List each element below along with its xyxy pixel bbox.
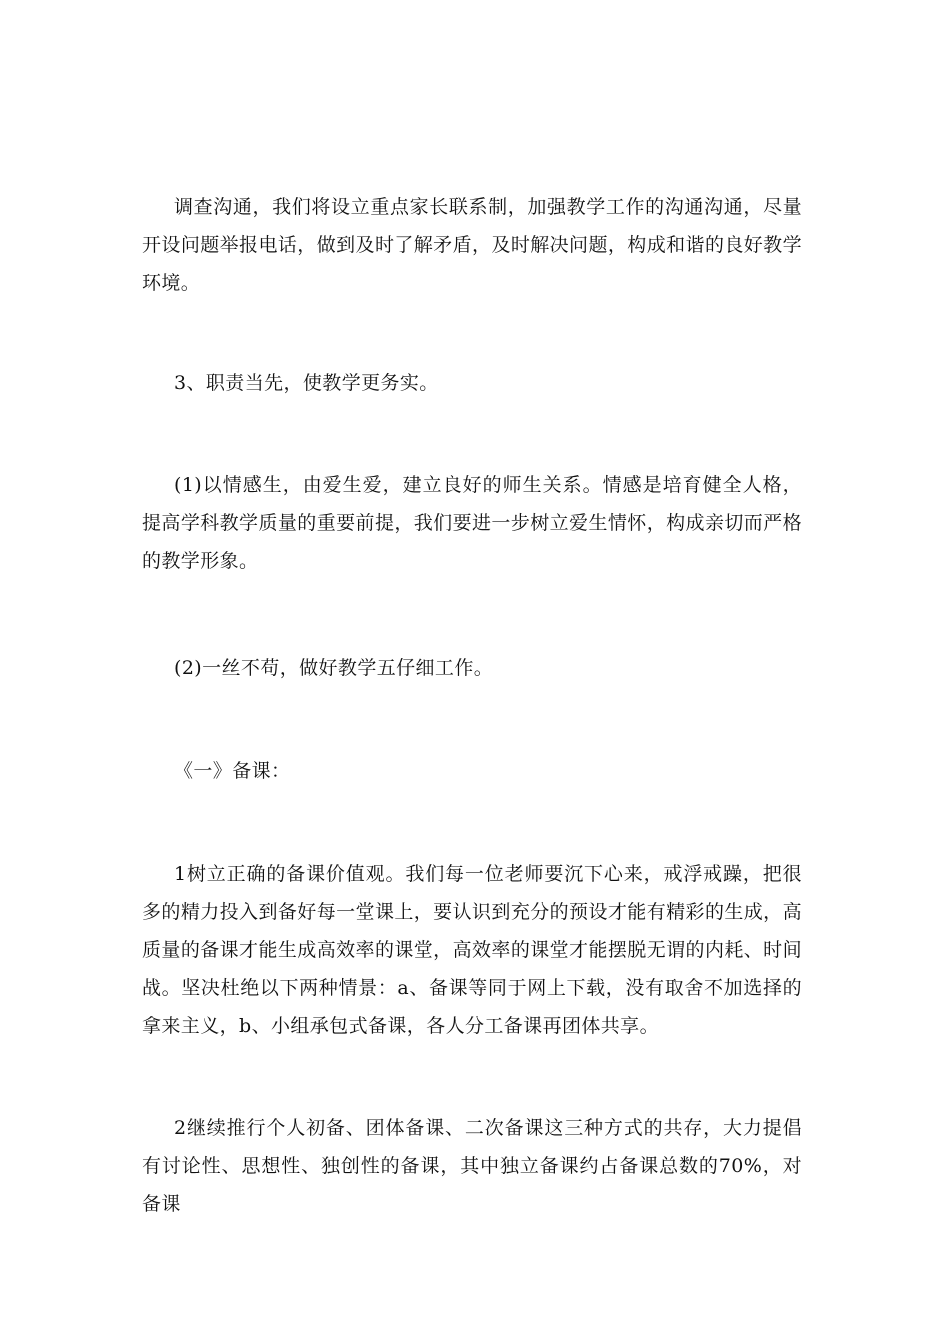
paragraph-section-3-heading: 3、职责当先，使教学更务实。 bbox=[174, 372, 439, 394]
paragraph-item-2-heading: (2)一丝不苟，做好教学五仔细工作。 bbox=[174, 657, 494, 679]
paragraph-parent-communication: 调查沟通，我们将设立重点家长联系制，加强教学工作的沟通沟通，尽量开设问题举报电话，做到及时了解矛盾，及时解决问题，构成和谐的良好教学环境。 bbox=[142, 196, 802, 294]
paragraph-item-1-emotion: (1)以情感生，由爱生爱，建立良好的师生关系。情感是培育健全人格，提高学科教学质量的重要前提，我们要进一步树立爱生情怀，构成亲切而严格的教学形象。 bbox=[142, 474, 802, 572]
paragraph-lesson-prep-heading: 《一》备课： bbox=[174, 760, 291, 782]
paragraph-lesson-prep-point-1: 1树立正确的备课价值观。我们每一位老师要沉下心来，戒浮戒躁，把很多的精力投入到备好每一堂课上，要认识到充分的预设才能有精彩的生成，高质量的备课才能生成高效率的课堂，高效率的课堂才能摆脱无谓的内耗、时间战。坚决杜绝以下两种情景：a、备课等同于网上下载，没有取舍不加选择的拿来主义，b、小组承包式备课，各人分工备课再团体共享。 bbox=[142, 863, 802, 1037]
paragraph-lesson-prep-point-2: 2继续推行个人初备、团体备课、二次备课这三种方式的共存，大力提倡有讨论性、思想性、独创性的备课，其中独立备课约占备课总数的70%，对备课 bbox=[142, 1117, 802, 1215]
